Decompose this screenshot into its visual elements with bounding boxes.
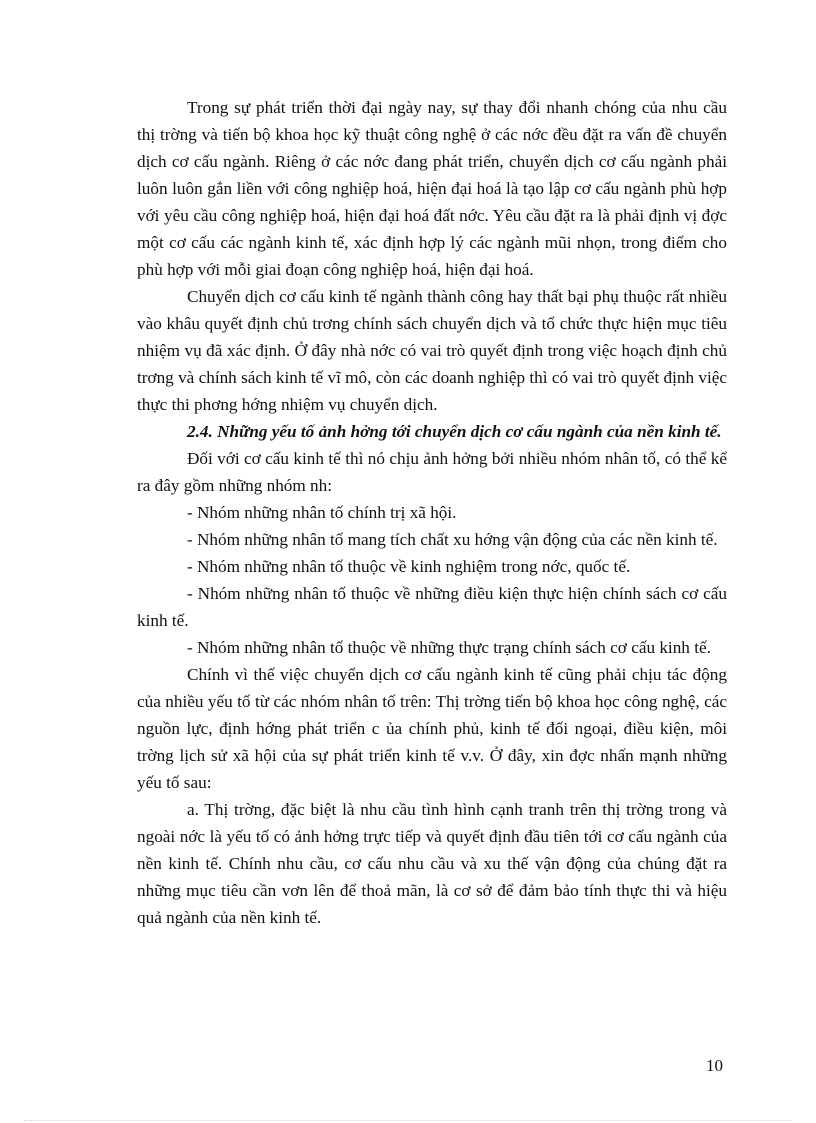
body-paragraph: Trong sự phát triển thời đại ngày nay, sự thay đổi nhanh chóng của nhu cầu thị trờng và tiến bộ khoa học kỹ thuật công nghệ ở các nớc đều đặt ra vấn đề chuyển dịch cơ cấu ngành. Riêng ở các nớc đang phát triển, chuyển dịch cơ cấu ngành phải luôn luôn gắn liền với công nghiệp hoá, hiện đại hoá là tạo lập cơ cấu ngành phù hợp với yêu cầu công nghiệp hoá, hiện đại hoá đất nớc. Yêu cầu đặt ra là phải định vị đợc một cơ cấu các ngành kinh tế, xác định hợp lý các ngành mũi nhọn, trong điểm cho phù hợp với mỗi giai đoạn công nghiệp hoá, hiện đại hoá. — [137, 98, 727, 279]
document-page — [137, 94, 727, 931]
factor-list-item: - Nhóm những nhân tố mang tích chất xu hớng vận động của các nền kinh tế. — [187, 530, 718, 549]
section-heading: 2.4. Những yếu tố ảnh hởng tới chuyển dịch cơ cấu ngành của nền kinh tế. — [187, 422, 722, 441]
factor-list-item: - Nhóm những nhân tố thuộc về những điều kiện thực hiện chính sách cơ cấu kinh tế. — [137, 584, 727, 630]
section-intro: Đối với cơ cấu kinh tế thì nó chịu ảnh hởng bởi nhiều nhóm nhân tố, có thể kể ra đây gồm những nhóm nh: — [137, 449, 727, 495]
factor-list-item: - Nhóm những nhân tố thuộc về những thực trạng chính sách cơ cấu kinh tế. — [187, 638, 711, 657]
factor-list-item: - Nhóm những nhân tố chính trị xã hội. — [187, 503, 457, 522]
point-a-paragraph: a. Thị trờng, đặc biệt là nhu cầu tình hình cạnh tranh trên thị trờng trong và ngoài nớc là yếu tố có ảnh hởng trực tiếp và quyết định đầu tiên tới cơ cấu ngành của nền kinh tế. Chính nhu cầu, cơ cấu nhu cầu và xu thế vận động của chúng đặt ra những mục tiêu cần vơn lên để thoả mãn, là cơ sở để đảm bảo tính thực thi và hiệu quả ngành của nền kinh tế. — [137, 800, 727, 927]
page-number: 10 — [706, 1056, 723, 1075]
factor-list-item: - Nhóm những nhân tố thuộc về kinh nghiệm trong nớc, quốc tế. — [187, 557, 631, 576]
page-bottom-divider — [24, 1120, 792, 1121]
closing-paragraph: Chính vì thế việc chuyển dịch cơ cấu ngành kinh tế cũng phải chịu tác động của nhiều yếu tố từ các nhóm nhân tố trên: Thị trờng tiến bộ khoa học công nghệ, các nguồn lực, định hớng phát triển c ủa chính phủ, kinh tế đối ngoại, điều kiện, môi trờng lịch sử xã hội của sự phát triển kinh tế v.v. Ở đây, xin đợc nhấn mạnh những yếu tố sau: — [137, 665, 727, 792]
body-paragraph: Chuyển dịch cơ cấu kinh tế ngành thành công hay thất bại phụ thuộc rất nhiều vào khâu quyết định chủ trơng chính sách chuyển dịch và tổ chức thực hiện mục tiêu nhiệm vụ đã xác định. Ở đây nhà nớc có vai trò quyết định trong việc hoạch định chủ trơng và chính sách kinh tế vĩ mô, còn các doanh nghiệp thì có vai trò quyết định việc thực thi phơng hớng nhiệm vụ chuyển dịch. — [137, 287, 727, 414]
